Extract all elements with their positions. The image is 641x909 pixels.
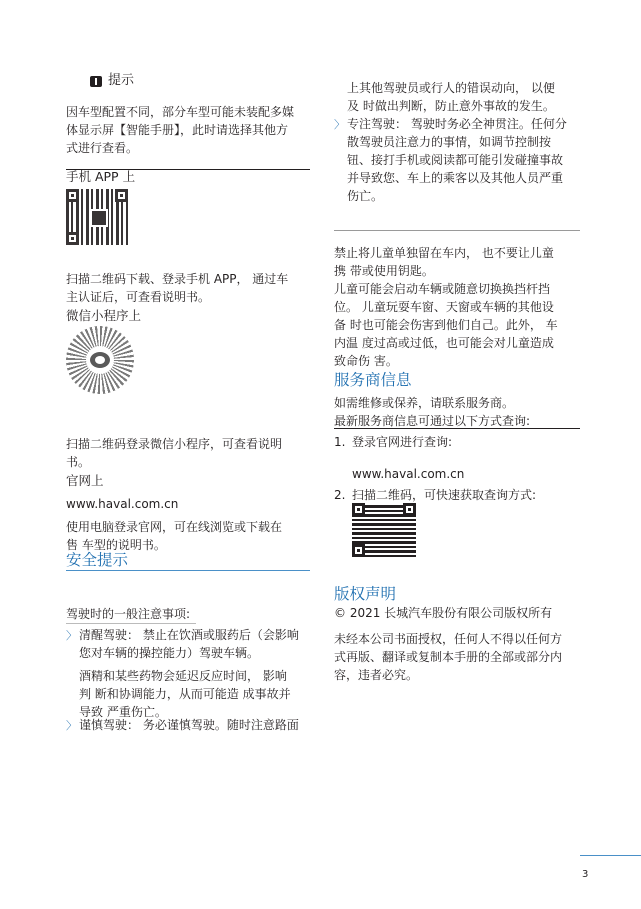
- copyright-line: © 2021 长城汽车股份有限公司版权所有: [334, 606, 553, 620]
- service-url[interactable]: www.haval.com.cn: [352, 467, 465, 481]
- service-text: 最新服务商信息可通过以下方式查询:: [334, 414, 531, 428]
- miniprogram-heading: 微信小程序上: [66, 308, 142, 323]
- safety-heading: 安全提示: [66, 551, 129, 569]
- app-heading: 手机 APP 上: [66, 169, 136, 184]
- bullet-text: 您对车辆的操控能力）驾驶车辆。: [79, 646, 260, 660]
- bullet-para: 导致 严重伤亡。: [79, 705, 167, 719]
- bullet-text: 并导致您、车上的乘客以及其他人员严重: [347, 171, 564, 185]
- children-text: 位。 儿童玩耍车窗、天窗或车辆的其他设: [334, 300, 554, 314]
- children-text: 内温 度过高或过低，也可能会对儿童造成: [334, 336, 554, 350]
- safety-intro: 驾驶时的一般注意事项:: [66, 607, 191, 621]
- tip-icon: [90, 76, 102, 87]
- chevron-right-icon: 〉: [66, 629, 77, 642]
- children-text: 致命伤 害。: [334, 354, 398, 368]
- tip-text: 因车型配置不同，部分车型可能未装配多媒: [66, 105, 295, 119]
- service-item: 登录官网进行查询:: [352, 435, 453, 449]
- warning-divider: [334, 230, 580, 231]
- service-item-number: 1.: [334, 435, 346, 449]
- service-item-number: 2.: [334, 488, 346, 502]
- bullet-text: 谨慎驾驶： 务必谨慎驾驶。随时注意路面: [79, 718, 299, 732]
- chevron-right-icon: 〉: [66, 719, 77, 732]
- bullet-text: 及 时做出判断，防止意外事故的发生。: [347, 99, 555, 113]
- website-desc: 售 车型的说明书。: [66, 538, 166, 552]
- bullet-text: 专注驾驶： 驾驶时务必全神贯注。任何分: [347, 117, 567, 131]
- website-url[interactable]: www.haval.com.cn: [66, 497, 179, 511]
- service-item: 扫描二维码，可快速获取查询方式:: [352, 488, 537, 502]
- service-divider: [334, 428, 580, 429]
- children-text: 儿童可能会启动车辆或随意切换换挡杆挡: [334, 282, 551, 296]
- children-text: 携 带或使用钥匙。: [334, 264, 434, 278]
- service-heading: 服务商信息: [334, 371, 412, 389]
- bullet-para: 判 断和协调能力，从而可能造 成事故并: [79, 687, 291, 701]
- intro-divider: [66, 623, 196, 624]
- children-text: 禁止将儿童单独留在车内， 也不要让儿童: [334, 246, 554, 260]
- wechat-mini-program-code: [66, 326, 134, 394]
- chevron-right-icon: 〉: [334, 118, 345, 131]
- bullet-text: 散驾驶员注意力的事情，如调节控制按: [347, 135, 552, 149]
- tip-text: 式进行查看。: [66, 141, 139, 155]
- app-desc: 扫描二维码下载、登录手机 APP， 通过车: [66, 272, 289, 286]
- children-text: 备 时也可能会伤害到他们自己。此外， 车: [334, 318, 558, 332]
- bullet-text: 伤亡。: [347, 189, 384, 203]
- copyright-text: 式再版、翻译或复制本手册的全部或部分内: [334, 650, 563, 664]
- qr-code-app: [66, 189, 128, 245]
- app-desc: 主认证后，可查看说明书。: [66, 290, 211, 304]
- miniprogram-desc: 扫描二维码登录微信小程序，可查看说明: [66, 437, 283, 451]
- tip-text: 体显示屏【智能手册】，此时请选择其他方: [66, 123, 289, 137]
- website-desc: 使用电脑登录官网，可在线浏览或下载在: [66, 520, 283, 534]
- miniprogram-desc: 书。: [66, 455, 91, 469]
- website-heading: 官网上: [66, 473, 104, 488]
- bullet-para: 酒精和某些药物会延迟反应时间， 影响: [79, 669, 287, 683]
- safety-heading-rule: [66, 570, 310, 571]
- bullet-text: 清醒驾驶： 禁止在饮酒或服药后（会影响: [79, 628, 299, 642]
- copyright-text: 未经本公司书面授权，任何人不得以任何方: [334, 632, 563, 646]
- bullet-text: 钮、接打手机或阅读都可能引发碰撞事故: [347, 153, 564, 167]
- bullet-text: 上其他驾驶员或行人的错误动向， 以便: [347, 81, 555, 95]
- service-text: 如需维修或保养，请联系服务商。: [334, 396, 515, 410]
- page-number: 3: [582, 869, 589, 880]
- tip-label: 提示: [108, 73, 135, 88]
- footer-rule: [580, 855, 641, 856]
- copyright-text: 容，违者必究。: [334, 668, 419, 682]
- copyright-heading: 版权声明: [334, 585, 397, 603]
- qr-code-service: [352, 503, 416, 557]
